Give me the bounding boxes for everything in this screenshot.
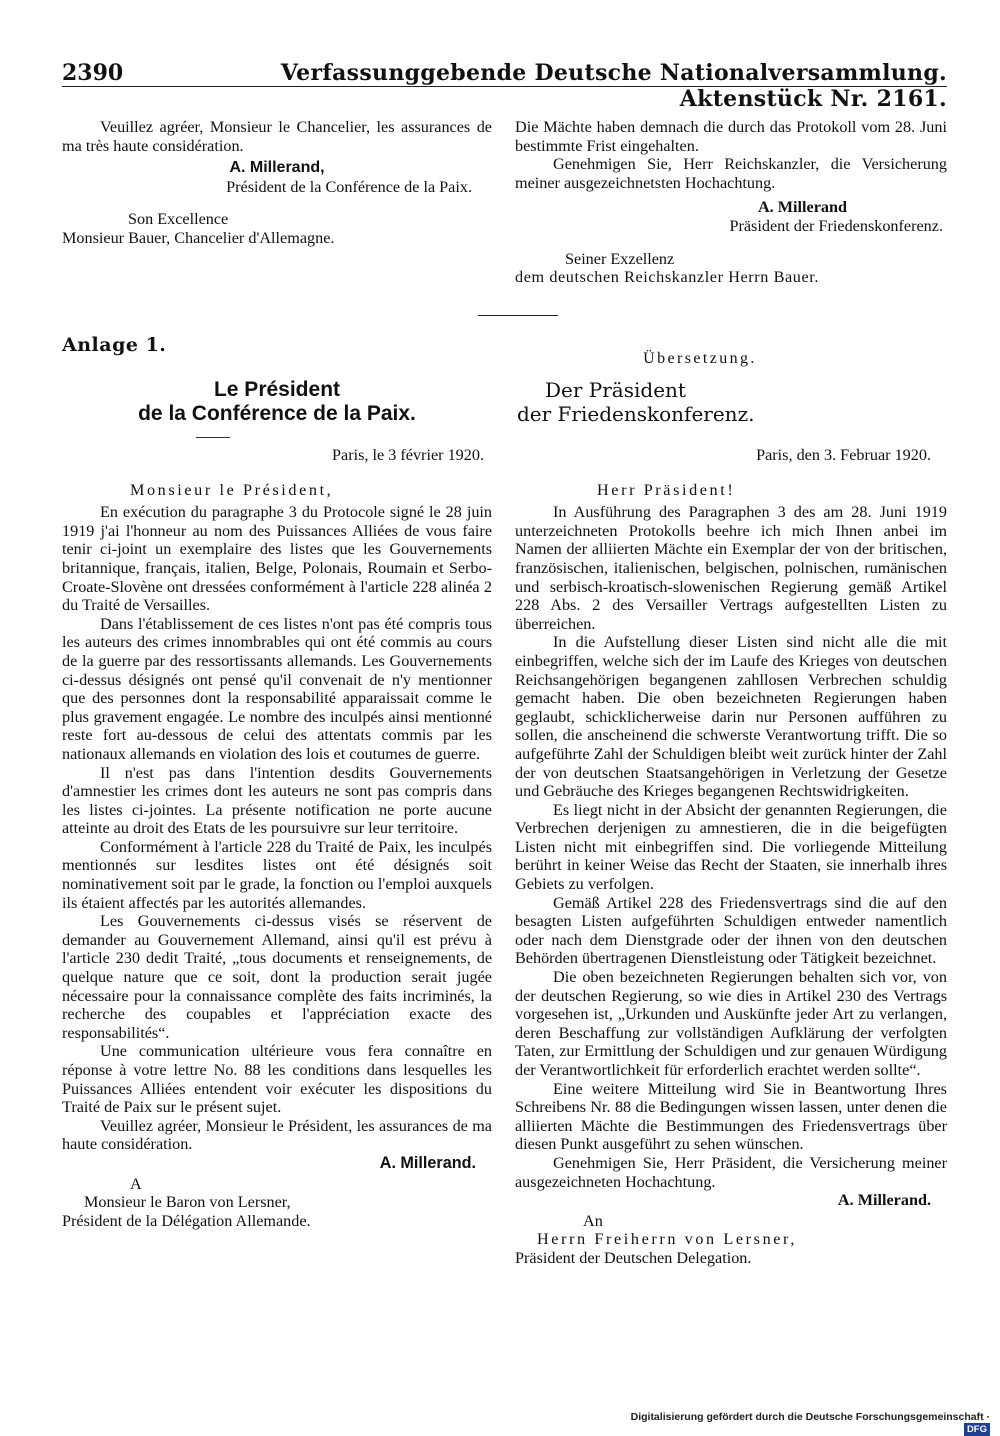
paragraph: Il n'est pas dans l'intention desdits Gouvernements d'amnestier les crimes dont les auteurs ne sont pas compris dans les listes ci-jointes. La présente notification ne porte aucune atteinte au droit des Etats de les poursuivre sur leur territoire. bbox=[62, 763, 492, 838]
section-divider bbox=[478, 315, 558, 316]
digitization-footer bbox=[600, 1411, 990, 1436]
salutation: Herr Präsident! bbox=[597, 480, 736, 499]
addressee-line: Président de la Délégation Allemande. bbox=[62, 1211, 311, 1230]
letter-title-french bbox=[62, 378, 492, 426]
addressee-line: Son Excellence bbox=[128, 210, 229, 229]
title-line: Der Präsident bbox=[545, 378, 686, 402]
signature: A. Millerand. bbox=[837, 1191, 931, 1210]
addressee-line: Präsident der Deutschen Delegation. bbox=[515, 1248, 752, 1267]
addressee-line: A bbox=[130, 1174, 142, 1193]
letter-date: Paris, le 3 février 1920. bbox=[332, 446, 484, 464]
paragraph: Veuillez agréer, Monsieur le Président, les assurances de ma haute considération. bbox=[62, 1116, 492, 1154]
french-letter bbox=[62, 446, 492, 1230]
paragraph: Eine weitere Mitteilung wird Sie in Beantwortung Ihres Schreibens Nr. 88 die Bedingungen wissen lassen, unter denen die alliierten Mächte die Bestimmungen des Friedensvertrags über diesen Punkt ausgeführt zu sehen wünschen. bbox=[515, 1079, 947, 1154]
signature: A. Millerand bbox=[757, 198, 847, 217]
closing-text: Veuillez agréer, Monsieur le Chancelier, les assurances de ma très haute considération. bbox=[62, 118, 492, 155]
signature-title: Président de la Conférence de la Paix. bbox=[226, 177, 472, 196]
footer-text: Digitalisierung gefördert durch die Deutsche Forschungsgemeinschaft · bbox=[630, 1411, 990, 1423]
title-line: Le Président bbox=[213, 378, 341, 401]
german-letter bbox=[515, 446, 947, 1268]
letter-title-german bbox=[515, 378, 949, 426]
running-title: Verfassunggebende Deutsche Nationalversammlung. Aktenstück Nr. 2161. bbox=[280, 60, 947, 112]
paragraph: Die oben bezeichneten Regierungen behalten sich vor, von der deutschen Regierung, so wie dies in Artikel 230 des Vertrags vorgesehen ist, „Urkunden und Auskünfte jeder Art zu verlangen, deren Beschaffung zur vollständigen Aufklärung der verfolgten Taten, zur Ermittlung der Schuldigen und zur genauen Würdigung der Verantwortlichkeit für erforderlich erachtet werden sollte“. bbox=[515, 968, 947, 1079]
title-line: der Friedenskonferenz. bbox=[517, 402, 755, 426]
annex-label: Anlage 1. bbox=[62, 334, 167, 356]
addressee-line: Herrn Freiherrn von Lersner, bbox=[537, 1230, 798, 1249]
paragraph: In die Aufstellung dieser Listen sind nicht alle die mit einbegriffen, welche sich der im Laufe des Krieges von deutschen Reichsangehörigen begangenen zahllosen Verbrechen schuldig gemacht haben. Die oben bezeichneten Regierungen haben geglaubt, schicklicherweise darin nur Personen aufführen zu sollen, die anscheinend die schwerste Verantwortung trifft. Die so aufgeführte Zahl der Schuldigen bleibt weit zurück hinter der Zahl der von deutschen Staatsangehörigen in Verletzung der Gesetze und Gebräuche des Krieges begangenen Rechtswidrigkeiten. bbox=[515, 633, 947, 801]
paragraph: Es liegt nicht in der Absicht der genannten Regierungen, die Verbrechen derjenigen zu amnestieren, die in die beigefügten Listen nicht mit einbegriffen sind. Die vorliegende Mitteilung berührt in keiner Weise das Recht der Staaten, sie innerhalb ihres Gebiets zu verfolgen. bbox=[515, 800, 947, 894]
paragraph: Die Mächte haben demnach die durch das Protokoll vom 28. Juni bestimmte Frist eingehalten. bbox=[515, 118, 947, 155]
signature-title: Präsident der Friedenskonferenz. bbox=[729, 216, 943, 235]
addressee-line: An bbox=[583, 1211, 603, 1230]
page-header bbox=[62, 52, 947, 112]
salutation: Monsieur le Président, bbox=[130, 480, 334, 499]
title-rule bbox=[196, 437, 230, 438]
paragraph: Les Gouvernements ci-dessus visés se réservent de demander au Gouvernement Allemand, ainsi qu'il est prévu à l'article 230 dedit Traité, „tous documents et renseignements, de quelque nature que ce soit, dont la production serait jugée nécessaire pour la connaissance complète des faits incriminés, la recherche des coupables et l'appréciation exacte des responsabilités“. bbox=[62, 912, 492, 1042]
paragraph: Dans l'établissement de ces listes n'ont pas été compris tous les auteurs des crimes innombrables qui ont été commis au cours de la guerre par des ressortissants allemands. Les Gouvernements ci-dessus désignés ont pensé qu'il convenait de n'y mentionner que des personnes dont la responsabilité apparaissait comme le plus gravement engagée. Le nombre des inculpés ainsi mentionné reste fort au-dessous de celui des attentats commis par les nationaux allemands en violation des lois et coutumes de guerre. bbox=[62, 614, 492, 763]
addressee-line: dem deutschen Reichskanzler Herrn Bauer. bbox=[515, 268, 820, 287]
addressee-line: Monsieur Bauer, Chancelier d'Allemagne. bbox=[62, 228, 335, 247]
header-rule bbox=[62, 86, 947, 87]
letter-date: Paris, den 3. Februar 1920. bbox=[756, 446, 931, 464]
paragraph: Gemäß Artikel 228 des Friedensvertrags sind die auf den besagten Listen aufgeführten Schuldigen entweder namentlich oder nach dem Dienstgrade oder der ihnen von den deutschen Behörden übertragenen Dienstleistung oder Tätigkeit bezeichnet. bbox=[515, 893, 947, 968]
paragraph: Conformément à l'article 228 du Traité de Paix, les inculpés mentionnés sur lesdites listes ont été désignés soit nominativement soit par le grade, la fonction ou l'emploi auxquels ils étaient affectés par les autorités allemandes. bbox=[62, 837, 492, 912]
paragraph: Une communication ultérieure vous fera connaître en réponse à votre lettre No. 88 les conditions dans lesquelles les Puissances Alliées entendent voir exécuter les dispositions du Traité de Paix sur le présent sujet. bbox=[62, 1042, 492, 1117]
translation-label: Übersetzung. bbox=[643, 350, 757, 367]
signature: A. Millerand. bbox=[379, 1153, 476, 1172]
page-number: 2390 bbox=[62, 60, 124, 86]
title-line: de la Conférence de la Paix. bbox=[138, 402, 416, 425]
paragraph: En exécution du paragraphe 3 du Protocole signé le 28 juin 1919 j'ai l'honneur au nom des Puissances Alliées de vous faire tenir ci-joint un exemplaire des listes que les Gouvernements britannique, français, italien, Belge, Polonais, Roumain et Serbo-Croate-Slovène ont dressées conformément à l'article 228 alinéa 2 du Traité de Versailles. bbox=[62, 503, 492, 615]
top-left-block bbox=[62, 118, 492, 248]
dfg-logo: DFG bbox=[964, 1423, 990, 1436]
addressee-line: Monsieur le Baron von Lersner, bbox=[84, 1193, 291, 1212]
signature: A. Millerand, bbox=[229, 159, 325, 177]
paragraph: Genehmigen Sie, Herr Präsident, die Versicherung meiner ausgezeichneten Hochachtung. bbox=[515, 1153, 947, 1191]
paragraph: In Ausführung des Paragraphen 3 des am 28. Juni 1919 unterzeichneten Protokolls beehre ich mich Ihnen anbei im Namen der alliierten Mächte ein Exemplar der von der britischen, französischen, italienischen, belgischen, polnischen, rumänischen und serbisch-kroatisch-slowenischen Regierung gemäß Artikel 228 Abs. 2 des Versailler Vertrags aufgestellten Listen zu überreichen. bbox=[515, 503, 947, 633]
top-right-block bbox=[515, 118, 947, 287]
paragraph: Genehmigen Sie, Herr Reichskanzler, die Versicherung meiner ausgezeichnetsten Hochachtung. bbox=[515, 155, 947, 192]
addressee-line: Seiner Exzellenz bbox=[565, 249, 675, 268]
